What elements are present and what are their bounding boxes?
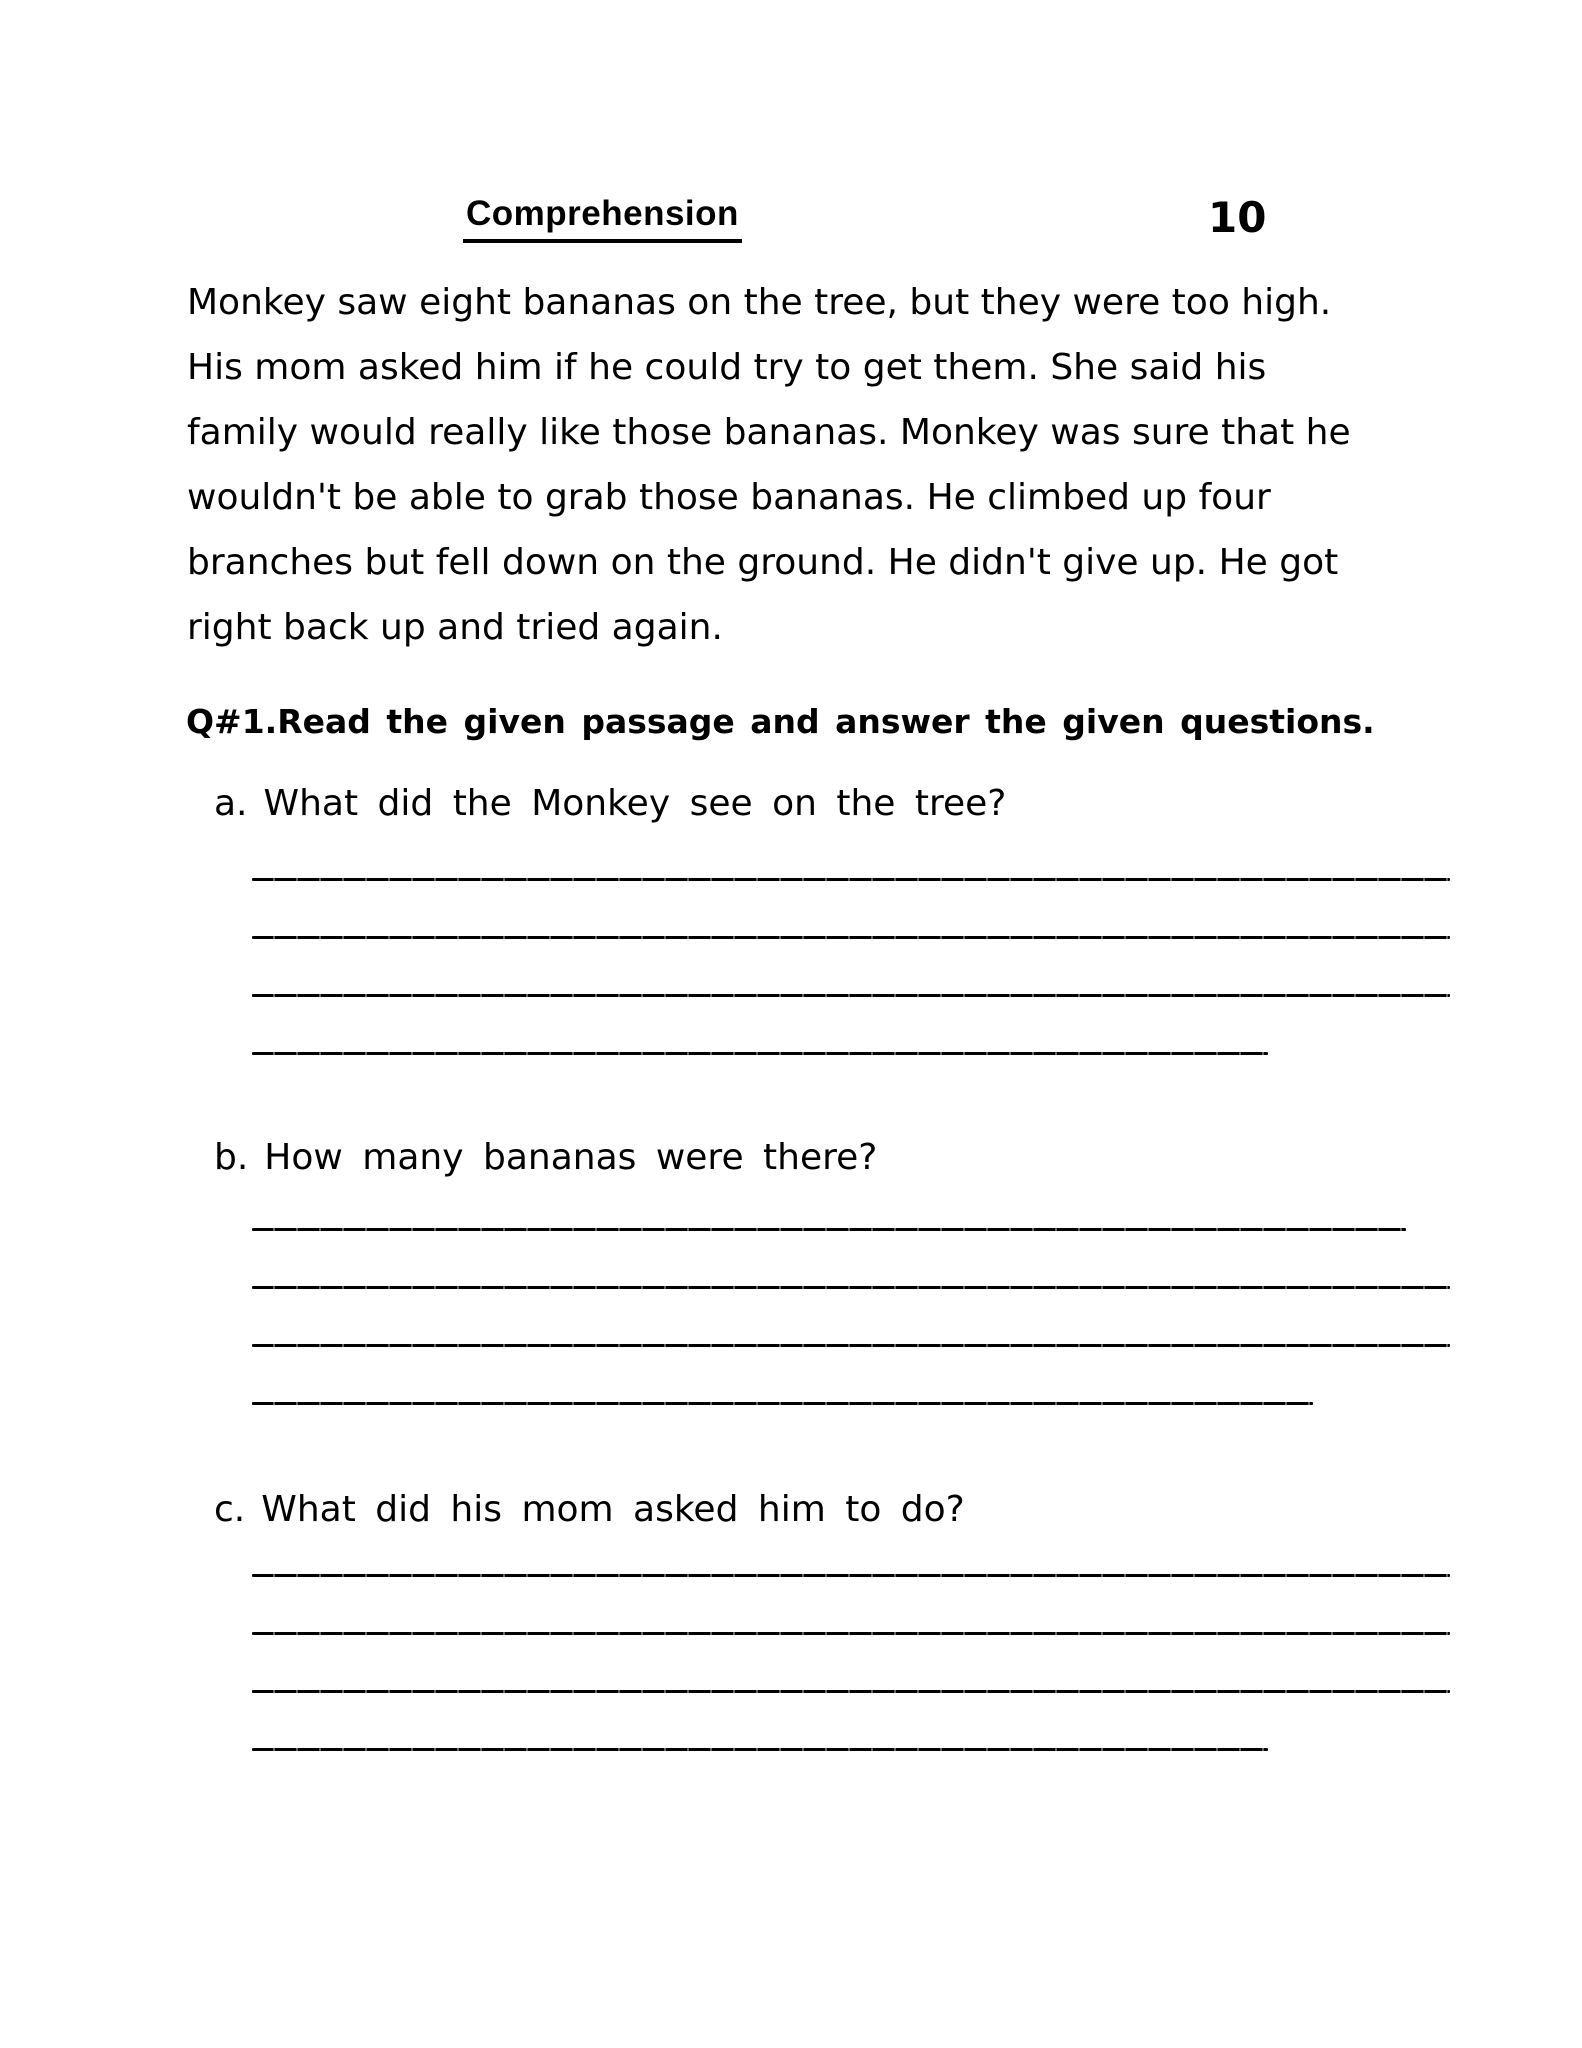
question-text: How many bananas were there?	[264, 1137, 878, 1178]
answer-line	[252, 1228, 1406, 1231]
question-text: What did the Monkey see on the tree?	[263, 783, 1007, 824]
page-title: Comprehension	[463, 194, 742, 243]
passage-line: His mom asked him if he could try to get them. She said his	[187, 347, 1267, 388]
answer-line	[252, 936, 1450, 939]
answer-line	[252, 1632, 1450, 1635]
passage-line: family would really like those bananas. Monkey was sure that he	[187, 412, 1351, 453]
question-label: c.	[214, 1489, 246, 1530]
passage-line: wouldn't be able to grab those bananas. He climbed up four	[187, 477, 1271, 518]
question-label: b.	[214, 1137, 249, 1178]
question-row	[214, 1136, 1504, 1180]
question-a	[214, 782, 1504, 1082]
passage-line: right back up and tried again.	[187, 607, 723, 648]
answer-line	[252, 1402, 1313, 1405]
question-text: What did his mom asked him to do?	[261, 1489, 965, 1530]
question-b	[214, 1136, 1504, 1436]
question-label: a.	[214, 783, 248, 824]
question-row	[214, 1488, 1504, 1532]
answer-line	[252, 1748, 1268, 1751]
passage-line: branches but fell down on the ground. He didn't give up. He got	[187, 542, 1339, 583]
question-c	[214, 1488, 1504, 1788]
page-number: 10	[1208, 193, 1267, 242]
answer-line	[252, 994, 1450, 997]
passage-line: Monkey saw eight bananas on the tree, but they were too high.	[187, 282, 1332, 323]
question-row	[214, 782, 1504, 826]
answer-line	[252, 1690, 1450, 1693]
answer-line	[252, 1052, 1268, 1055]
answer-line	[252, 1286, 1450, 1289]
answer-line	[252, 878, 1450, 881]
answer-line	[252, 1344, 1450, 1347]
answer-line	[252, 1574, 1450, 1577]
q1-heading: Q#1.Read the given passage and answer the given questions.	[186, 702, 1375, 741]
